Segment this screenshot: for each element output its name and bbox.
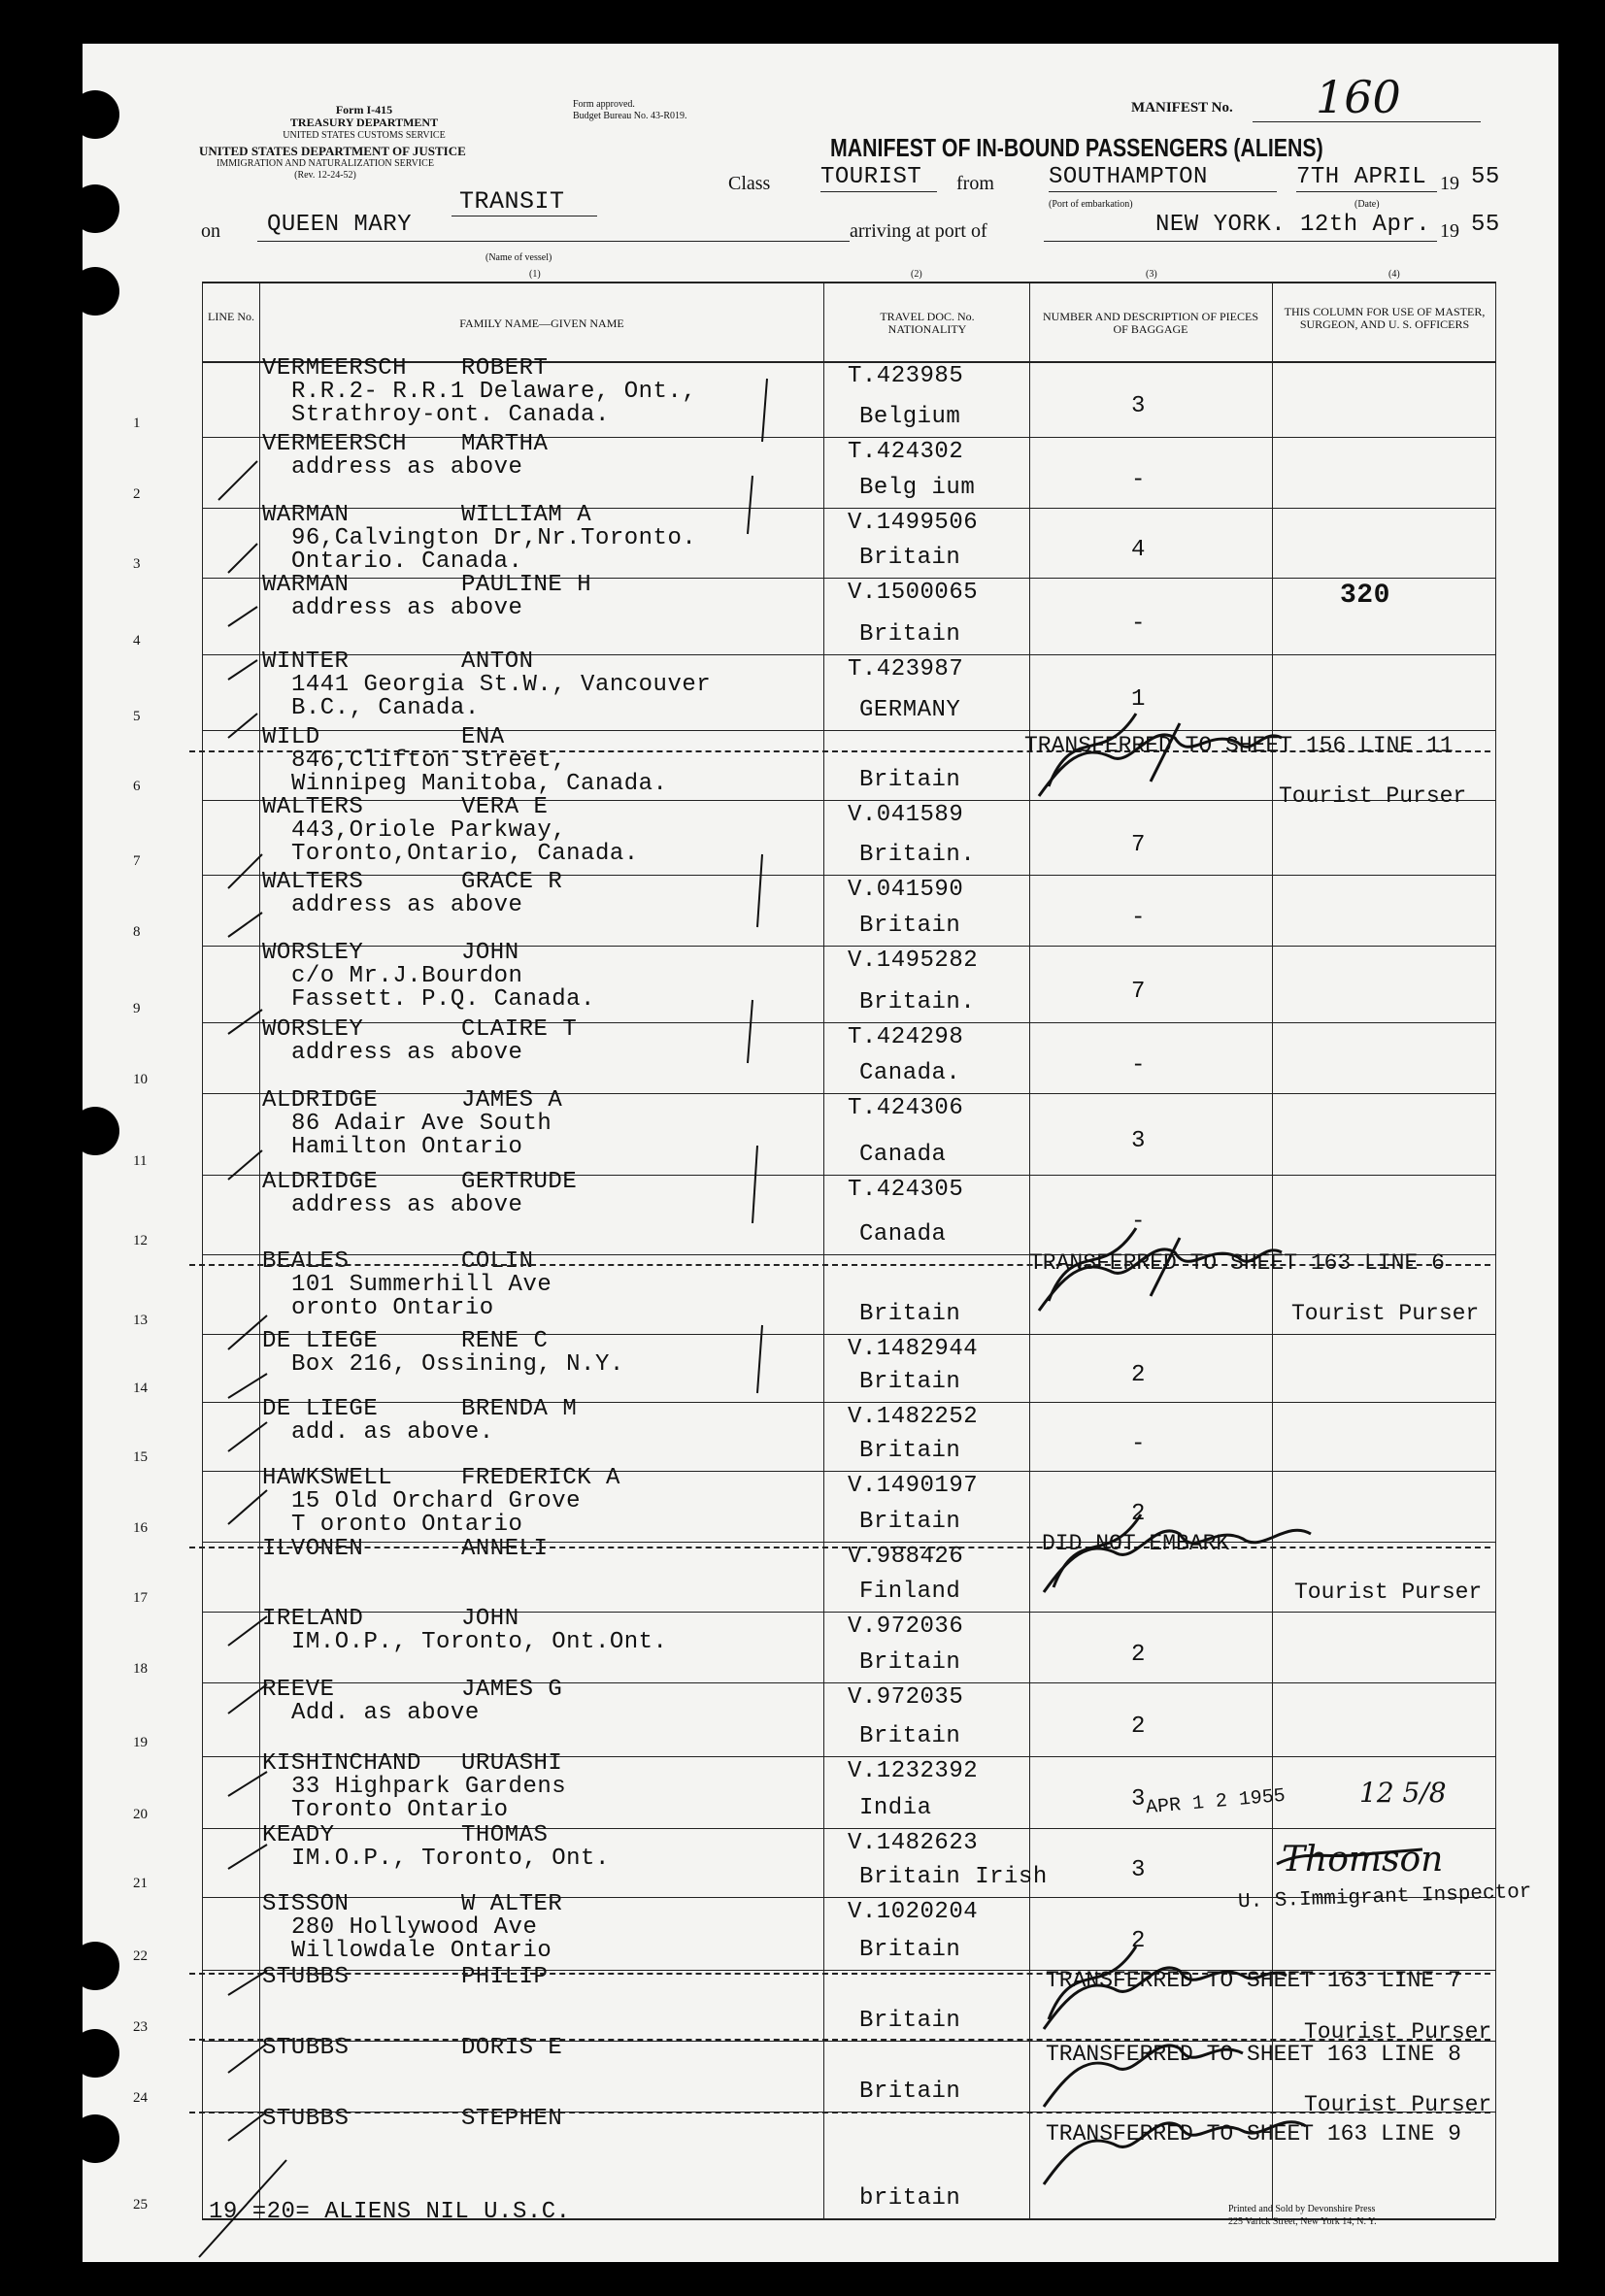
family-name: REEVE (262, 1677, 335, 1703)
travel-doc: V.1020204 (848, 1899, 979, 1925)
address-line: 101 Summerhill Ave (291, 1272, 552, 1298)
travel-doc: V.1482252 (848, 1404, 979, 1430)
purser-label-4: Tourist Purser (1304, 2019, 1492, 2045)
family-name: ALDRIDGE (262, 1169, 379, 1195)
line-number: 13 (133, 1313, 148, 1328)
travel-doc: T.424305 (848, 1177, 964, 1203)
nationality: Britain (859, 767, 961, 793)
given-name: RENE C (461, 1328, 549, 1354)
arriving-label: arriving at port of (850, 220, 987, 242)
travel-doc: V.1482623 (848, 1830, 979, 1856)
purser-signature-marks (83, 44, 1558, 2262)
address-line: Hamilton Ontario (291, 1134, 523, 1160)
address-line: Ontario. Canada. (291, 549, 523, 575)
given-name: ENA (461, 724, 505, 750)
stamp-code: 12 5/8 (1359, 1777, 1447, 1809)
travel-doc: T.423985 (848, 363, 964, 389)
address-line: 15 Old Orchard Grove (291, 1488, 582, 1514)
line-number: 24 (133, 2090, 148, 2106)
given-name: WILLIAM A (461, 502, 592, 528)
nationality: Britain (859, 2079, 961, 2105)
travel-doc: T.423987 (848, 656, 964, 682)
given-name: W ALTER (461, 1891, 563, 1917)
baggage-count: 2 (1131, 1362, 1146, 1388)
travel-doc: V.041590 (848, 877, 964, 903)
nationality: Britain Irish (859, 1864, 1048, 1890)
transfer-note-3: TRANSFERRED TO SHEET 163 LINE 7 (1046, 1968, 1461, 1993)
given-name: CLAIRE T (461, 1016, 578, 1043)
year-prefix-2: 19 (1440, 220, 1459, 242)
line-number: 23 (133, 2019, 148, 2035)
line-number: 6 (133, 779, 141, 794)
family-name: KEADY (262, 1822, 335, 1848)
col-header-baggage: NUMBER AND DESCRIPTION OF PIECES OF BAGGAGE (1042, 310, 1259, 336)
given-name: JOHN (461, 940, 519, 966)
address-line: Add. as above (291, 1700, 480, 1726)
year-prefix: 19 (1440, 173, 1459, 194)
address-line: R.R.2- R.R.1 Delaware, Ont., (291, 379, 697, 405)
date-caption: (Date) (1354, 199, 1380, 210)
baggage-count: - (1131, 1052, 1146, 1079)
travel-doc: T.424302 (848, 439, 964, 465)
travel-doc: V.1500065 (848, 580, 979, 606)
family-name: VERMEERSCH (262, 431, 408, 457)
address-line: c/o Mr.J.Bourdon (291, 963, 523, 989)
nationality: Britain (859, 621, 961, 648)
baggage-count: - (1131, 1431, 1146, 1457)
nationality: Canada. (859, 1060, 961, 1086)
transfer-note-2: TRANSFERRED TO SHEET 163 LINE 6 (1029, 1250, 1445, 1276)
arrival-year: 55 (1471, 212, 1500, 238)
address-line: 86 Adair Ave South (291, 1111, 552, 1137)
given-name: GERTRUDE (461, 1169, 578, 1195)
col-header-officers: THIS COLUMN FOR USE OF MASTER, SURGEON, AND U. S. OFFICERS (1284, 305, 1486, 331)
address-line: add. as above. (291, 1419, 494, 1446)
manifest-number: 160 (1316, 71, 1401, 123)
address-line: address as above (291, 1192, 523, 1218)
address-line: Box 216, Ossining, N.Y. (291, 1351, 624, 1378)
address-line: Fassett. P.Q. Canada. (291, 986, 595, 1013)
embark-port: SOUTHAMPTON (1049, 164, 1208, 190)
baggage-count: 3 (1131, 1128, 1146, 1154)
class-value: TOURIST (820, 164, 922, 190)
nationality: Britain (859, 1937, 961, 1963)
from-label: from (956, 173, 994, 194)
printer-line-1: Printed and Sold by Devonshire Press (1228, 2204, 1376, 2214)
line-number: 4 (133, 633, 141, 649)
family-name: BEALES (262, 1248, 350, 1275)
address-line: IM.O.P., Toronto, Ont. (291, 1846, 610, 1872)
address-line: 1441 Georgia St.W., Vancouver (291, 672, 712, 698)
address-line: 33 Highpark Gardens (291, 1774, 567, 1800)
line-number: 20 (133, 1807, 148, 1822)
given-name: ANTON (461, 649, 534, 675)
given-name: STEPHEN (461, 2106, 563, 2132)
baggage-count: 3 (1131, 1857, 1146, 1883)
nationality: Britain (859, 1649, 961, 1676)
justice-dept: UNITED STATES DEPARTMENT OF JUSTICE (199, 144, 466, 158)
baggage-count: 3 (1131, 1786, 1146, 1813)
vessel-caption: (Name of vessel) (485, 252, 552, 263)
nationality: India (859, 1795, 932, 1821)
transfer-note-4: TRANSFERRED TO SHEET 163 LINE 8 (1046, 2042, 1461, 2067)
family-name: STUBBS (262, 2035, 350, 2061)
address-line: 96,Calvington Dr,Nr.Toronto. (291, 525, 697, 551)
travel-doc: T.424306 (848, 1095, 964, 1121)
baggage-count: - (1131, 611, 1146, 637)
line-number: 25 (133, 2197, 148, 2213)
travel-doc: V.1490197 (848, 1473, 979, 1499)
baggage-count: - (1131, 467, 1146, 493)
arrival-port: NEW YORK. 12th Apr. (1155, 212, 1431, 238)
address-line: 443,Oriole Parkway, (291, 817, 567, 844)
travel-doc: V.972035 (848, 1684, 964, 1711)
line-number: 15 (133, 1449, 148, 1465)
baggage-count: 2 (1131, 1928, 1146, 1954)
given-name: DORIS E (461, 2035, 563, 2061)
budget-bureau: Budget Bureau No. 43-R019. (573, 111, 687, 121)
purser-label-2: Tourist Purser (1291, 1301, 1480, 1326)
family-name: WORSLEY (262, 1016, 364, 1043)
line-number: 3 (133, 556, 141, 572)
printer-line-2: 225 Varick Street, New York 14, N. Y. (1228, 2216, 1377, 2227)
given-name: JAMES A (461, 1087, 563, 1114)
col-num-3: (3) (1146, 269, 1157, 280)
nationality: Britain (859, 1369, 961, 1395)
line-number: 14 (133, 1381, 148, 1396)
given-name: MARTHA (461, 431, 549, 457)
embark-date: 7TH APRIL (1296, 164, 1427, 190)
line-number: 19 (133, 1735, 148, 1750)
col-num-4: (4) (1388, 269, 1400, 280)
given-name: GRACE R (461, 869, 563, 895)
nationality: Britain (859, 1723, 961, 1749)
nationality: Belg ium (859, 475, 976, 501)
address-line: IM.O.P., Toronto, Ont.Ont. (291, 1629, 668, 1655)
baggage-count: - (1131, 905, 1146, 931)
embark-year: 55 (1471, 164, 1500, 190)
baggage-count: 4 (1131, 537, 1146, 563)
nationality: Britain (859, 1438, 961, 1464)
baggage-count: 1 (1131, 686, 1146, 713)
nationality: Canada (859, 1221, 947, 1248)
baggage-count: 2 (1131, 1642, 1146, 1668)
col-header-doc: TRAVEL DOC. No. NATIONALITY (880, 310, 975, 336)
line-number: 8 (133, 924, 141, 940)
line-number: 9 (133, 1001, 141, 1016)
family-name: WARMAN (262, 502, 350, 528)
baggage-count: 7 (1131, 979, 1146, 1005)
travel-doc: V.1232392 (848, 1758, 979, 1784)
on-label: on (201, 220, 220, 242)
line-number: 11 (133, 1153, 148, 1169)
line-number: 22 (133, 1948, 148, 1964)
address-line: 846,Clifton Street, (291, 748, 567, 774)
travel-doc: V.1499506 (848, 510, 979, 536)
family-name: DE LIEGE (262, 1396, 379, 1422)
nationality: Britain (859, 1509, 961, 1535)
line-number: 2 (133, 486, 141, 502)
did-not-embark: DID NOT EMBARK (1042, 1531, 1230, 1556)
nationality: Britain. (859, 842, 976, 868)
inspection-stamp-date: APR 1 2 1955 (1145, 1784, 1287, 1820)
col-num-1: (1) (529, 269, 541, 280)
col-num-2: (2) (911, 269, 922, 280)
nationality: Belgium (859, 404, 961, 430)
form-approved: Form approved. (573, 99, 635, 110)
family-name: WALTERS (262, 869, 364, 895)
address-line: address as above (291, 454, 523, 481)
given-name: URUASHI (461, 1750, 563, 1777)
address-line: Winnipeg Manitoba, Canada. (291, 771, 668, 797)
family-name: ALDRIDGE (262, 1087, 379, 1114)
family-name: SISSON (262, 1891, 350, 1917)
given-name: JOHN (461, 1606, 519, 1632)
baggage-count: 2 (1131, 1714, 1146, 1740)
port-caption: (Port of embarkation) (1049, 199, 1133, 210)
inspector-title: U. S.Immigrant Inspector (1237, 1880, 1532, 1914)
col-header-name: FAMILY NAME—GIVEN NAME (459, 316, 624, 330)
family-name: ILVONEN (262, 1536, 364, 1562)
note-320: 320 (1340, 581, 1390, 611)
travel-doc: V.1482944 (848, 1336, 979, 1362)
family-name: HAWKSWELL (262, 1465, 393, 1491)
class-label: Class (728, 173, 771, 194)
nationality: Britain (859, 545, 961, 571)
address-line: Toronto Ontario (291, 1797, 509, 1823)
family-name: WORSLEY (262, 940, 364, 966)
travel-doc: V.041589 (848, 802, 964, 828)
address-line: Willowdale Ontario (291, 1938, 552, 1964)
family-name: WILD (262, 724, 320, 750)
nationality: Britain (859, 2008, 961, 2034)
line-number: 16 (133, 1520, 148, 1536)
given-name: PHILIP (461, 1964, 549, 1990)
treasury-dept: TREASURY DEPARTMENT (289, 116, 439, 129)
given-name: ROBERT (461, 355, 549, 382)
manifest-page (83, 44, 1558, 2262)
family-name: VERMEERSCH (262, 355, 408, 382)
nationality: Britain (859, 913, 961, 939)
given-name: VERA E (461, 794, 549, 820)
line-number: 10 (133, 1072, 148, 1087)
line-number: 18 (133, 1661, 148, 1677)
family-name: STUBBS (262, 2106, 350, 2132)
baggage-count: 3 (1131, 393, 1146, 419)
address-line: T oronto Ontario (291, 1512, 523, 1538)
customs-service: UNITED STATES CUSTOMS SERVICE (283, 130, 446, 141)
line-number: 1 (133, 416, 141, 431)
travel-doc: V.1495282 (848, 948, 979, 974)
vessel-name: QUEEN MARY (267, 212, 413, 238)
transit-label: TRANSIT (459, 187, 565, 216)
line-number: 17 (133, 1590, 148, 1606)
purser-label-1: Tourist Purser (1279, 783, 1467, 809)
given-name: FREDERICK A (461, 1465, 620, 1491)
family-name: STUBBS (262, 1964, 350, 1990)
travel-doc: T.424298 (848, 1024, 964, 1050)
line-number: 5 (133, 709, 141, 724)
line-number: 12 (133, 1233, 148, 1248)
nationality: GERMANY (859, 697, 961, 723)
address-line: 280 Hollywood Ave (291, 1914, 538, 1941)
family-name: WINTER (262, 649, 350, 675)
transfer-note-5: TRANSFERRED TO SHEET 163 LINE 9 (1046, 2121, 1461, 2146)
nationality: britain (859, 2185, 961, 2212)
line-number: 7 (133, 853, 141, 869)
family-name: IRELAND (262, 1606, 364, 1632)
purser-label-5: Tourist Purser (1304, 2092, 1492, 2117)
given-name: PAULINE H (461, 572, 592, 598)
given-name: COLIN (461, 1248, 534, 1275)
ins-service: IMMIGRATION AND NATURALIZATION SERVICE (217, 158, 434, 169)
given-name: JAMES G (461, 1677, 563, 1703)
manifest-title: MANIFEST OF IN-BOUND PASSENGERS (ALIENS) (830, 133, 1323, 162)
travel-doc: V.972036 (848, 1614, 964, 1640)
nationality: Finland (859, 1579, 961, 1605)
inspector-signature: Thomson (1282, 1840, 1444, 1880)
address-line: address as above (291, 1040, 523, 1066)
travel-doc: V.988426 (848, 1544, 964, 1570)
address-line: Toronto,Ontario, Canada. (291, 841, 639, 867)
given-name: ANNELI (461, 1536, 549, 1562)
col-header-line: LINE No. (208, 310, 254, 323)
form-number: Form I-415 (335, 103, 393, 116)
address-line: B.C., Canada. (291, 695, 480, 721)
nationality: Britain (859, 1301, 961, 1327)
family-name: WARMAN (262, 572, 350, 598)
family-name: WALTERS (262, 794, 364, 820)
baggage-count: 2 (1131, 1501, 1146, 1527)
revision: (Rev. 12-24-52) (294, 170, 356, 181)
address-line: address as above (291, 595, 523, 621)
alien-total: 19 =20= ALIENS NIL U.S.C. (209, 2199, 571, 2225)
nationality: Britain. (859, 989, 976, 1015)
purser-label-3: Tourist Purser (1294, 1580, 1483, 1605)
family-name: DE LIEGE (262, 1328, 379, 1354)
line-number: 21 (133, 1876, 148, 1891)
address-line: address as above (291, 892, 523, 918)
baggage-count: 7 (1131, 832, 1146, 858)
baggage-count: - (1131, 1209, 1146, 1235)
given-name: THOMAS (461, 1822, 549, 1848)
address-line: Strathroy-ont. Canada. (291, 402, 610, 428)
transfer-note-1: TRANSFERRED TO SHEET 156 LINE 11 (1024, 733, 1454, 758)
given-name: BRENDA M (461, 1396, 578, 1422)
nationality: Canada (859, 1142, 947, 1168)
address-line: oronto Ontario (291, 1295, 494, 1321)
manifest-label: MANIFEST No. (1131, 100, 1233, 116)
family-name: KISHINCHAND (262, 1750, 421, 1777)
